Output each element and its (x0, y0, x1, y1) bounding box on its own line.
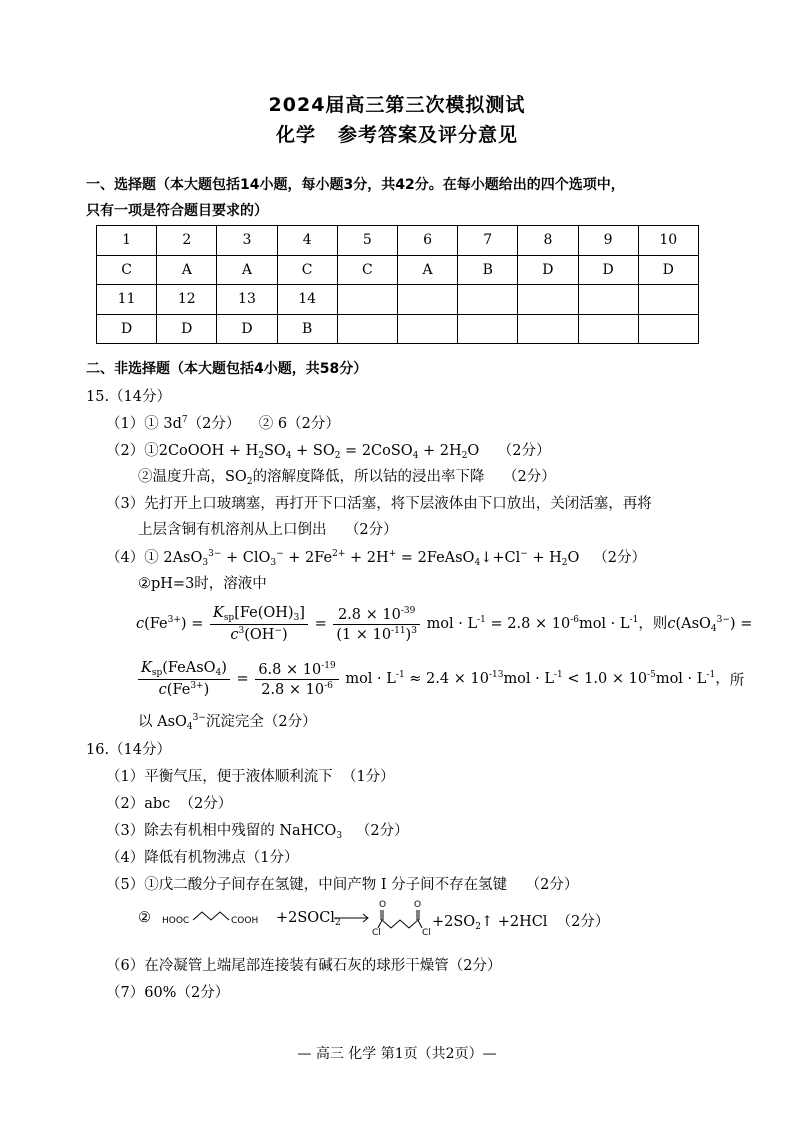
table-cell (458, 314, 518, 344)
answer-text: ②温度升高，SO (138, 469, 247, 485)
superscript: -6 (570, 615, 579, 625)
text: ) (180, 616, 187, 632)
denominator (138, 680, 230, 698)
subscript: 4 (215, 668, 222, 678)
fraction-value (333, 606, 420, 643)
superscript: -13 (488, 670, 504, 680)
answer-text: ①戊二酸分子间存在氢键，中间产物 Ⅰ 分子间不存在氢键 (144, 877, 508, 893)
score: （2分） (503, 469, 556, 485)
score: （2分） (187, 416, 241, 432)
superscript: -19 (321, 660, 336, 671)
q15-part2-b (138, 465, 556, 487)
answer-table (96, 225, 699, 344)
table-cell: 10 (638, 226, 698, 256)
superscript: -1 (477, 615, 486, 625)
table-cell: 8 (518, 226, 578, 256)
fraction-ksp2 (138, 660, 230, 698)
table-cell: A (217, 255, 277, 285)
text: ) (221, 660, 227, 676)
superscript: − (520, 549, 528, 559)
equation-text: ↓+Cl (480, 550, 521, 566)
table-cell: 6 (397, 226, 457, 256)
text: (Fe (144, 616, 168, 632)
table-cell: A (157, 255, 217, 285)
table-cell (638, 314, 698, 344)
q15-part4-ph: ②pH=3时，溶液中 (138, 576, 267, 592)
denominator (210, 625, 308, 643)
subscript: 2 (334, 918, 341, 928)
superscript: 3+ (190, 681, 204, 691)
q16-part4 (106, 846, 298, 867)
score: （2分） (344, 522, 398, 538)
italic-c: c (667, 615, 676, 632)
part-number: （1） (106, 769, 145, 785)
superscript: -1 (554, 670, 563, 680)
unit: mol · L (578, 616, 630, 632)
cl-left: Cl (372, 928, 381, 938)
table-cell: 11 (97, 285, 157, 315)
q15-part1 (106, 412, 340, 433)
text: ≈ 2.4 × 10 (404, 671, 489, 687)
subscript: 2 (258, 451, 264, 461)
table-cell: 12 (157, 285, 217, 315)
q16-part3 (106, 819, 409, 841)
table-row (97, 285, 699, 315)
text: ， (715, 671, 730, 687)
answer-text: 平衡气压，便于液体顺利流下 (144, 769, 333, 785)
text: 2.8 × 10 (337, 606, 401, 623)
subscript: sp (151, 668, 163, 678)
table-cell: D (157, 314, 217, 344)
q16-label: 16.（14分） (86, 742, 172, 758)
q16-part5-a (106, 873, 578, 894)
ksp-k: K (212, 605, 224, 621)
equation-text: O (567, 550, 580, 566)
table-cell: 14 (277, 285, 337, 315)
table-cell: C (97, 255, 157, 285)
answer-text: 在冷凝管上端尾部连接装有碱石灰的球形干燥管（2分） (144, 958, 502, 974)
part-number: （4） (106, 850, 145, 866)
text: +2SO (432, 914, 476, 930)
table-cell: C (277, 255, 337, 285)
answer-text: 除去有机相中残留的 NaHCO (144, 823, 337, 839)
equation-text: = 2CoSO (340, 443, 413, 459)
reaction-products (432, 910, 609, 932)
q15-calc-line2 (136, 656, 745, 702)
table-cell: A (397, 255, 457, 285)
answer-text: ① 3d (144, 416, 182, 432)
superscript: 3+ (167, 615, 181, 625)
score: （2分） (556, 914, 610, 930)
table-cell (638, 285, 698, 315)
unit: mol · L (503, 671, 555, 687)
italic-c: c (158, 682, 167, 698)
superscript: 3− (208, 549, 222, 559)
subscript: 3 (270, 558, 277, 568)
superscript: 7 (181, 415, 188, 425)
superscript: 3 (411, 625, 417, 636)
table-cell (397, 314, 457, 344)
table-cell: D (518, 255, 578, 285)
text: 沉淀完全（2分） (205, 714, 317, 730)
text: 所 (729, 672, 745, 689)
numerator (255, 661, 338, 680)
table-cell: D (217, 314, 277, 344)
answer-text: 降低有机物沸点（1分） (144, 850, 299, 866)
table-cell: B (458, 255, 518, 285)
answer-text: ② 6（2分） (258, 416, 340, 432)
equation-text: + 2H (345, 550, 389, 566)
q16-part1 (106, 765, 395, 786)
q15-part2-eq (106, 439, 550, 461)
table-cell: B (277, 314, 337, 344)
table-cell (458, 285, 518, 315)
answer-text: 先打开上口玻璃塞，再打开下口活塞，将下层液体由下口放出，关闭活塞，再将 (144, 496, 652, 512)
score: （2分） (497, 443, 551, 459)
subscript: 2 (334, 451, 341, 461)
text: ，则 (638, 616, 668, 632)
unit: mol · L (426, 616, 478, 632)
text: ] (299, 605, 305, 621)
part-number: （4） (106, 550, 145, 566)
o-right: O (414, 900, 422, 910)
section1-heading-line1: 一、选择题（本大题包括14小题，每小题3分，共42分。在每小题给出的四个选项中， (86, 177, 625, 193)
table-row (97, 255, 699, 285)
section1-heading-line2: 只有一项是符合题目要求的） (86, 203, 268, 219)
superscript: -1 (629, 615, 639, 625)
denominator (255, 680, 338, 698)
text: (AsO (675, 615, 711, 632)
text: 以 AsO (138, 714, 187, 730)
table-cell: 4 (277, 226, 337, 256)
text: [Fe(OH) (234, 605, 294, 621)
subscript: 4 (474, 558, 481, 568)
superscript: 2+ (332, 549, 346, 559)
superscript: -5 (647, 670, 656, 680)
cooh-label: COOH (231, 916, 259, 926)
table-cell (337, 285, 397, 315)
italic-c: c (136, 616, 145, 632)
fraction-ksp (210, 605, 308, 643)
text: ) = (729, 615, 753, 632)
table-row (97, 226, 699, 256)
subscript: 4 (412, 451, 419, 461)
q15-label: 15.（14分） (86, 389, 172, 405)
equation-text: SO (263, 443, 286, 459)
calc-expression: $c(Fe^{3+})$ = $\frac{K_{sp}[Fe(OH)_3]}{c^3(OH^-)}$ = $\frac{2.8 \times 10^{-39}}{(1 \times 10^{-11})^3}$ mol · $L^{-1} = 2.8 \times 10^{-6}mol \cdot L^{-1}$，则 (136, 605, 668, 643)
text: (FeAsO (162, 660, 216, 676)
subscript: 2 (561, 558, 568, 568)
superscript: − (274, 626, 282, 636)
o-left: O (379, 900, 387, 910)
ksp-k: K (141, 660, 152, 676)
subscript: 2 (461, 451, 468, 461)
page-subtitle (0, 120, 794, 147)
subject-label: 化学 (275, 124, 316, 146)
subscript: sp (223, 613, 235, 623)
superscript: 3− (716, 614, 730, 625)
equation-text: + 2Fe (283, 550, 333, 566)
q15-part3-line1 (106, 492, 652, 513)
subscript: 3 (202, 558, 209, 568)
part-number: （3） (106, 496, 145, 512)
hooc-label: HOOC (162, 916, 190, 926)
q15-part4-last (138, 710, 317, 732)
unit: mol · L (655, 671, 707, 687)
score: （2分） (593, 550, 646, 566)
calc-expression2: $\frac{K_{sp}(FeAsO_4)}{c(Fe^{3+})}$ = $\frac{6.8 \times 10^{-19}}{2.8 \times 10^{-6}}$ mol · $L^{-1} \approx 2.4 \times 10^{-13}mol \cdot L^{-1} < 1.0 \times 10^{-5}mol \cdot L^{-1}$， (136, 660, 730, 698)
superscript: 3 (238, 626, 245, 636)
chain-bonds (193, 912, 229, 920)
page-footer: — 高三 化学 第1页（共2页）— (297, 1046, 497, 1062)
numerator (138, 660, 230, 680)
table-cell: D (97, 314, 157, 344)
q16-part2 (106, 792, 232, 813)
denominator (333, 625, 420, 643)
fraction-value2 (255, 661, 338, 698)
table-cell: D (578, 255, 638, 285)
table-cell: 5 (337, 226, 397, 256)
equation-text: ①2CoOOH + H (144, 443, 259, 459)
table-cell (578, 314, 638, 344)
text: ↑ +2HCl (480, 914, 548, 930)
table-cell: 7 (458, 226, 518, 256)
text: ) (405, 626, 412, 643)
italic-c: c (230, 627, 239, 643)
part-number: （7） (106, 985, 145, 1001)
q15-part4-eq (106, 546, 646, 568)
subscript: 4 (710, 623, 717, 634)
unit: mol · L (345, 671, 396, 687)
score: （2分） (355, 823, 409, 839)
answer-text: 60%（2分） (144, 985, 230, 1001)
subscript: 2 (475, 922, 481, 932)
answer-text: 的溶解度降低，所以钴的浸出率下降 (252, 469, 485, 485)
subscript: 3 (293, 613, 300, 623)
text: (OH (244, 627, 275, 643)
score: （2分） (179, 796, 233, 812)
calc-aso4 (667, 615, 752, 634)
text: < 1.0 × 10 (562, 671, 648, 687)
table-cell: 9 (578, 226, 638, 256)
part-number: （2） (106, 443, 145, 459)
superscript: − (276, 549, 284, 559)
table-cell: 13 (217, 285, 277, 315)
text: ) (281, 627, 288, 643)
equation-text: + ClO (221, 550, 271, 566)
table-cell (578, 285, 638, 315)
equation-text: + H (527, 550, 562, 566)
cl-right: Cl (422, 928, 431, 938)
part-number: （2） (106, 796, 145, 812)
superscript: -39 (400, 605, 416, 616)
table-cell (337, 314, 397, 344)
superscript: + (388, 549, 397, 559)
subtitle-label: 参考答案及评分意见 (338, 124, 519, 146)
part-number: （1） (106, 416, 145, 432)
numerator (333, 606, 420, 625)
score: （1分） (341, 769, 395, 785)
score: （2分） (525, 877, 579, 893)
q16-part6 (106, 954, 501, 975)
equation-text: ① 2AsO (144, 550, 203, 566)
subscript: 4 (186, 722, 193, 732)
text: (1 × 10 (336, 626, 392, 643)
superscript: -1 (706, 670, 716, 680)
part-number: （5） (106, 877, 145, 893)
text: 6.8 × 10 (258, 661, 322, 678)
superscript: -6 (324, 680, 333, 691)
equation-text: O (467, 443, 480, 459)
q16-part5-b-num: ② (138, 910, 151, 926)
text: (Fe (166, 682, 191, 698)
numerator (210, 605, 308, 625)
superscript: -11 (391, 625, 406, 636)
chain-bonds-2 (378, 920, 422, 928)
part-number: （6） (106, 958, 145, 974)
table-cell: 3 (217, 226, 277, 256)
page-title: 2024届高三第三次模拟测试 (268, 94, 526, 116)
table-cell: 1 (97, 226, 157, 256)
equation-text: = 2FeAsO (396, 550, 475, 566)
text: +2SOCl (276, 910, 335, 926)
text: 2.8 × 10 (261, 681, 325, 698)
table-cell: 2 (157, 226, 217, 256)
superscript: 3− (192, 713, 206, 723)
answer-text: abc (144, 796, 171, 812)
q15-part3-line2 (138, 518, 398, 539)
section2-heading: 二、非选择题（本大题包括4小题，共58分） (86, 361, 368, 377)
subscript: 2 (246, 477, 253, 487)
table-cell: D (638, 255, 698, 285)
table-cell: C (337, 255, 397, 285)
subscript: 3 (336, 831, 343, 841)
equation-text: + SO (291, 443, 335, 459)
table-cell (397, 285, 457, 315)
q16-part7 (106, 981, 229, 1002)
answer-text: 上层含铜有机溶剂从上口倒出 (138, 522, 327, 538)
text: = 2.8 × 10 (485, 616, 571, 632)
q15-calc-line1 (136, 601, 753, 647)
table-row (97, 314, 699, 344)
table-cell (518, 285, 578, 315)
text: ) (203, 682, 210, 698)
superscript: -1 (395, 670, 405, 680)
socl2-reagent (276, 910, 341, 928)
part-number: （3） (106, 823, 145, 839)
table-cell (518, 314, 578, 344)
equation-text: + 2H (418, 443, 462, 459)
subscript: 4 (285, 451, 292, 461)
